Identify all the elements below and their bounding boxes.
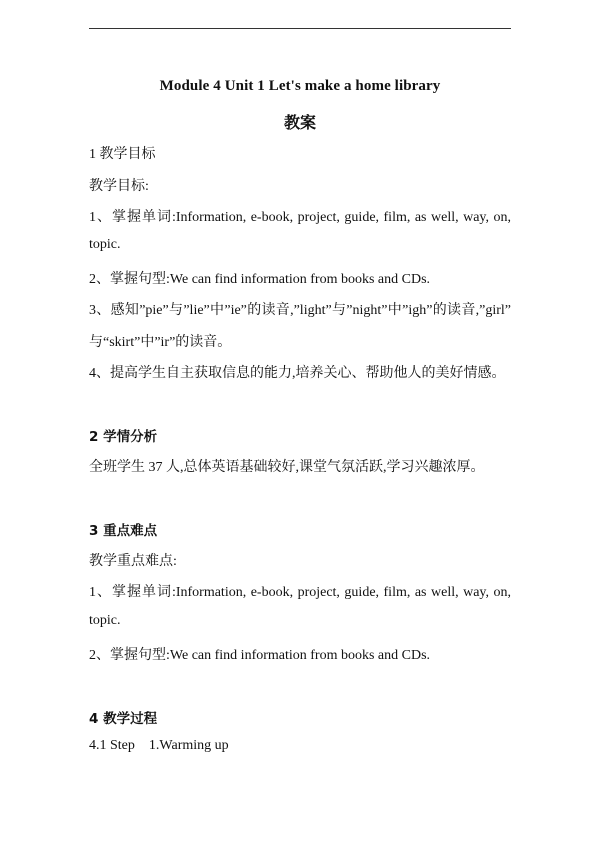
document-title: Module 4 Unit 1 Let's make a home library — [159, 78, 441, 94]
objective-1-line-1: 1、掌握单词:Information, e-book, project, guide, film, as well, way, on, — [89, 210, 511, 225]
section-1-heading: 1 教学目标 — [89, 147, 156, 162]
section-3-heading: 3 重点难点 — [89, 523, 158, 539]
document-subtitle: 教案 — [283, 113, 316, 132]
key-point-2: 2、掌握句型:We can find information from books and CDs. — [89, 648, 431, 663]
objectives-label: 教学目标: — [89, 179, 149, 194]
objective-2: 2、掌握句型:We can find information from books and CDs. — [89, 272, 431, 287]
section-2-heading: 2 学情分析 — [89, 429, 158, 445]
section-2-text: 全班学生 37 人,总体英语基础较好,课堂气氛活跃,学习兴趣浓厚。 — [89, 460, 485, 475]
header-rule — [89, 28, 511, 29]
objective-3-line-1: 3、感知”pie”与”lie”中”ie”的读音,”light”与”night”中”igh”的读音,”girl” — [89, 303, 511, 318]
objective-4: 4、提高学生自主获取信息的能力,培养关心、帮助他人的美好情感。 — [89, 366, 506, 381]
objective-3-line-2: 与“skirt”中”ir”的读音。 — [89, 335, 232, 350]
key-point-1-line-1: 1、掌握单词:Information, e-book, project, guide, film, as well, way, on, — [89, 585, 511, 600]
section-4-heading: 4 教学过程 — [89, 711, 158, 727]
step-1: 4.1 Step 1.Warming up — [89, 738, 229, 753]
objective-1-line-2: topic. — [89, 237, 121, 252]
key-points-label: 教学重点难点: — [89, 554, 177, 569]
key-point-1-line-2: topic. — [89, 613, 121, 628]
